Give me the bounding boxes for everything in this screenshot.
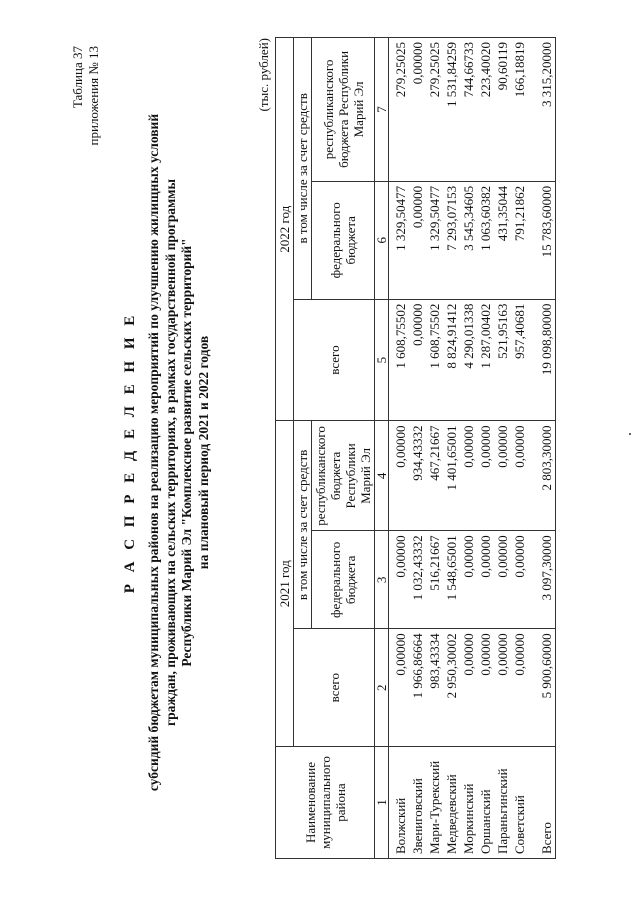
subsidy-table [275, 37, 556, 859]
table-body [389, 38, 556, 859]
district-name: Волжский [392, 747, 409, 859]
value-cell: 0,00000 [460, 531, 477, 629]
value-cell: 1 608,75502 [426, 299, 443, 421]
table-row [443, 38, 460, 859]
header-total-2022: всего [294, 299, 375, 421]
column-number: 2 [375, 629, 389, 747]
value-cell: 0,00000 [511, 421, 528, 531]
value-cell: 791,21862 [511, 181, 528, 299]
subtitle-line: субсидий бюджетам муниципальных районов на реализацию мероприятий по улучшению жилищных условий [146, 113, 161, 792]
column-number: 6 [375, 181, 389, 299]
value-cell: 0,00000 [460, 629, 477, 747]
appendix-label: приложения № 13 [86, 46, 101, 146]
units-label: (тыс. рублей) [256, 38, 271, 112]
value-cell: 0,00000 [477, 629, 494, 747]
value-cell: 0,00000 [392, 531, 409, 629]
value-cell: 0,00000 [511, 531, 528, 629]
value-cell: 0,00000 [494, 421, 511, 531]
value-cell: 0,00000 [409, 38, 426, 182]
value-cell: 2 803,30000 [528, 421, 556, 531]
value-cell: 0,00000 [511, 629, 528, 747]
district-name: Звениговский [409, 747, 426, 859]
value-cell: 467,21667 [426, 421, 443, 531]
value-cell: 0,00000 [460, 421, 477, 531]
district-name: Медведевский [443, 747, 460, 859]
document-title: Р А С П Р Е Д Е Л Е Н И Е [122, 311, 138, 594]
district-name: Моркинский [460, 747, 477, 859]
scan-dot [629, 433, 631, 435]
value-cell: 2 950,30002 [443, 629, 460, 747]
header-year-2021: 2021 год [276, 421, 294, 747]
column-number: 5 [375, 299, 389, 421]
column-number: 7 [375, 38, 389, 182]
value-cell: 0,00000 [409, 299, 426, 421]
table-row [426, 38, 443, 859]
value-cell: 983,43334 [426, 629, 443, 747]
header-year-2022: 2022 год [276, 38, 294, 421]
value-cell: 934,43332 [409, 421, 426, 531]
value-cell: 1 329,50477 [392, 181, 409, 299]
value-cell: 223,40020 [477, 38, 494, 182]
subtitle-line: Республики Марий Эл "Комплексное развитие сельских территорий" [179, 238, 194, 667]
total-row [528, 38, 556, 859]
value-cell: 5 900,60000 [528, 629, 556, 747]
value-cell: 0,00000 [392, 421, 409, 531]
value-cell: 4 290,01338 [460, 299, 477, 421]
header-total-2021: всего [294, 629, 375, 747]
value-cell: 0,00000 [392, 629, 409, 747]
header-federal-2021: федерального бюджета [312, 531, 375, 629]
value-cell: 90,60119 [494, 38, 511, 182]
value-cell: 744,66733 [460, 38, 477, 182]
header-incl-2022: в том числе за счет средств [294, 38, 312, 300]
value-cell: 3 545,34605 [460, 181, 477, 299]
value-cell: 3 315,20000 [528, 38, 556, 182]
value-cell: 279,25025 [426, 38, 443, 182]
header-incl-2021: в том числе за счет средств [294, 421, 312, 629]
value-cell: 1 531,84259 [443, 38, 460, 182]
district-name: Советский [511, 747, 528, 859]
value-cell: 1 548,65001 [443, 531, 460, 629]
header-federal-2022: федерального бюджета [312, 181, 375, 299]
table-row [494, 38, 511, 859]
value-cell: 1 063,60382 [477, 181, 494, 299]
subtitle-line: граждан, проживающих на сельских территориях, в рамках государственной программы [162, 179, 178, 726]
value-cell: 7 293,07153 [443, 181, 460, 299]
table-row [392, 38, 409, 859]
table-number: Таблица 37 [70, 46, 85, 109]
district-name: Мари-Турекский [426, 747, 443, 859]
value-cell: 0,00000 [477, 531, 494, 629]
column-number: 3 [375, 531, 389, 629]
value-cell: 0,00000 [477, 421, 494, 531]
header-name: Наименование муниципального района [276, 747, 375, 859]
value-cell: 431,35044 [494, 181, 511, 299]
value-cell: 1 329,50477 [426, 181, 443, 299]
value-cell: 15 783,60000 [528, 181, 556, 299]
value-cell: 516,21667 [426, 531, 443, 629]
value-cell: 1 401,65001 [443, 421, 460, 531]
district-name: Оршанский [477, 747, 494, 859]
district-name: Всего [528, 747, 556, 859]
column-number: 4 [375, 421, 389, 531]
value-cell: 1 966,86664 [409, 629, 426, 747]
value-cell: 19 098,80000 [528, 299, 556, 421]
table-row [477, 38, 494, 859]
value-cell: 521,95163 [494, 299, 511, 421]
value-cell: 279,25025 [392, 38, 409, 182]
value-cell: 0,00000 [494, 629, 511, 747]
value-cell: 0,00000 [494, 531, 511, 629]
value-cell: 1 608,75502 [392, 299, 409, 421]
table-row [511, 38, 528, 859]
document-subtitle [146, 80, 212, 825]
value-cell: 3 097,30000 [528, 531, 556, 629]
value-cell: 0,00000 [409, 181, 426, 299]
subtitle-line: на плановый период 2021 и 2022 годов [195, 335, 211, 570]
value-cell: 166,18819 [511, 38, 528, 182]
value-cell: 957,40681 [511, 299, 528, 421]
header-republic-2021: республиканского бюджета Республики Марий Эл [312, 421, 375, 531]
value-cell: 1 287,00402 [477, 299, 494, 421]
district-name: Параньгинский [494, 747, 511, 859]
column-number: 1 [375, 747, 389, 859]
value-cell: 8 824,91412 [443, 299, 460, 421]
header-republic-2022: республиканского бюджета Республики Марий Эл [312, 38, 375, 182]
table-row [460, 38, 477, 859]
table-row [409, 38, 426, 859]
value-cell: 1 032,43332 [409, 531, 426, 629]
